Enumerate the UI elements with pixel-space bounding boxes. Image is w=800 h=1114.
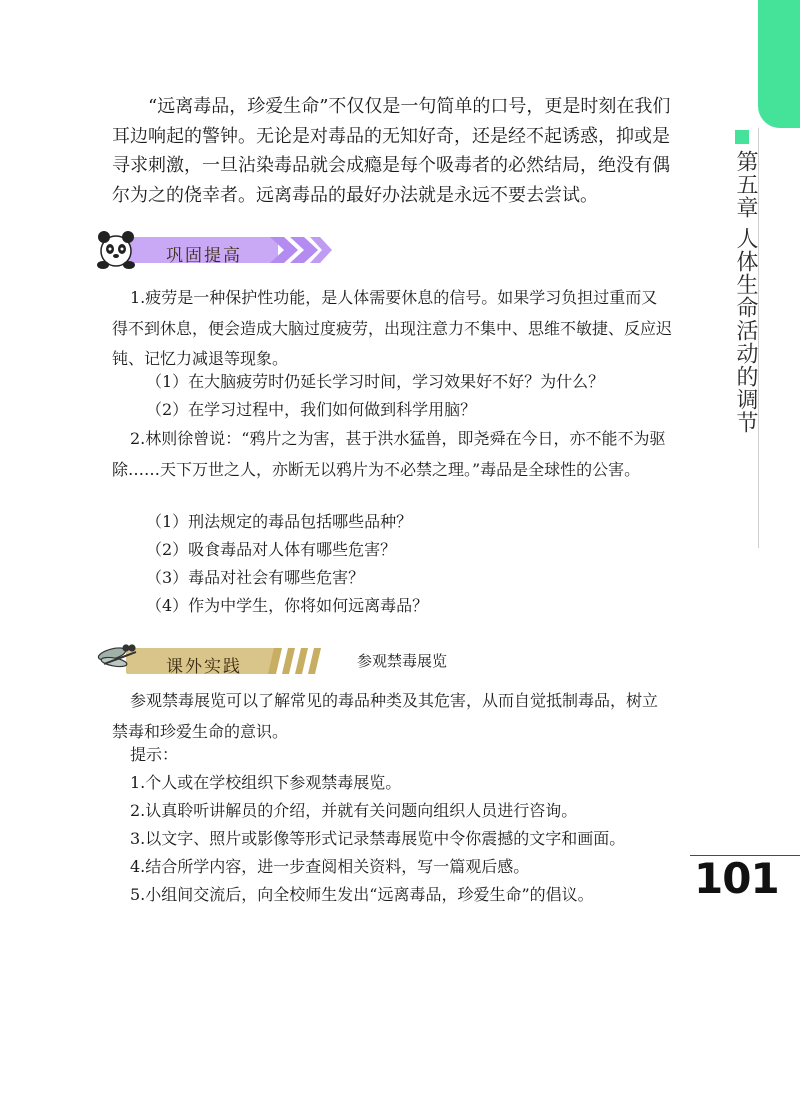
practice-paragraph: 参观禁毒展览可以了解常见的毒品种类及其危害，从而自觉抵制毒品，树立禁毒和珍爱生命的意识。 (112, 691, 659, 741)
hint-label: 提示： (130, 745, 179, 764)
practice-item-2: 2.认真聆听讲解员的介绍，并就有关问题向组织人员进行咨询。 (130, 801, 578, 820)
consolidation-banner (92, 225, 332, 269)
practice-banner (96, 634, 326, 678)
page-number: 101 (694, 854, 779, 903)
question-1-sub-2: （2）在学习过程中，我们如何做到科学用脑？ (146, 400, 477, 419)
consolidation-label: 巩固提高 (166, 246, 242, 266)
practice-title: 参观禁毒展览 (357, 652, 448, 670)
practice-label: 课外实践 (166, 657, 242, 677)
question-2-text: 2.林则徐曾说：“鸦片之为害，甚于洪水猛兽，即尧舜在今日，亦不能不为驱除……天下万世之人，亦断无以鸦片为不必禁之理。”毒品是全球性的公害。 (112, 429, 666, 479)
panda-icon (97, 231, 135, 269)
question-2-sub-2: （2）吸食毒品对人体有哪些危害？ (146, 540, 397, 559)
question-2-sub-3: （3）毒品对社会有哪些危害？ (146, 568, 365, 587)
practice-item-1: 1.个人或在学校组织下参观禁毒展览。 (130, 773, 402, 792)
practice-item-3: 3.以文字、照片或影像等形式记录禁毒展览中令你震撼的文字和画面。 (130, 829, 626, 848)
practice-item-5: 5.小组间交流后，向全校师生发出“远离毒品，珍爱生命”的倡议。 (130, 885, 594, 904)
intro-paragraph: “远离毒品，珍爱生命”不仅仅是一句简单的口号，更是时刻在我们耳边响起的警钟。无论是对毒品的无知好奇，还是经不起诱惑，抑或是寻求刺激，一旦沾染毒品就会成瘾是每个吸毒者的必然结局，绝没有偶尔为之的侥幸者。远离毒品的最好办法就是永远不要去尝试。 (112, 96, 671, 206)
stripes-icon (268, 648, 321, 674)
chevron-arrows-icon (270, 237, 332, 263)
practice-item-4: 4.结合所学内容，进一步查阅相关资料，写一篇观后感。 (130, 857, 530, 876)
chapter-title: 第五章 人体生命活动的调节 (733, 150, 758, 434)
question-2-sub-4: （4）作为中学生，你将如何远离毒品？ (146, 596, 429, 615)
question-1-text: 1.疲劳是一种保护性功能，是人体需要休息的信号。如果学习负担过重而又得不到休息，便会造成大脑过度疲劳，出现注意力不集中、思维不敏捷、反应迟钝、记忆力减退等现象。 (112, 288, 673, 368)
chapter-marker-square (735, 130, 749, 144)
chapter-color-tab (758, 0, 800, 128)
margin-divider (758, 128, 759, 548)
question-1-sub-1: （1）在大脑疲劳时仍延长学习时间，学习效果好不好？为什么？ (146, 372, 605, 391)
question-2-sub-1: （1）刑法规定的毒品包括哪些品种？ (146, 512, 413, 531)
